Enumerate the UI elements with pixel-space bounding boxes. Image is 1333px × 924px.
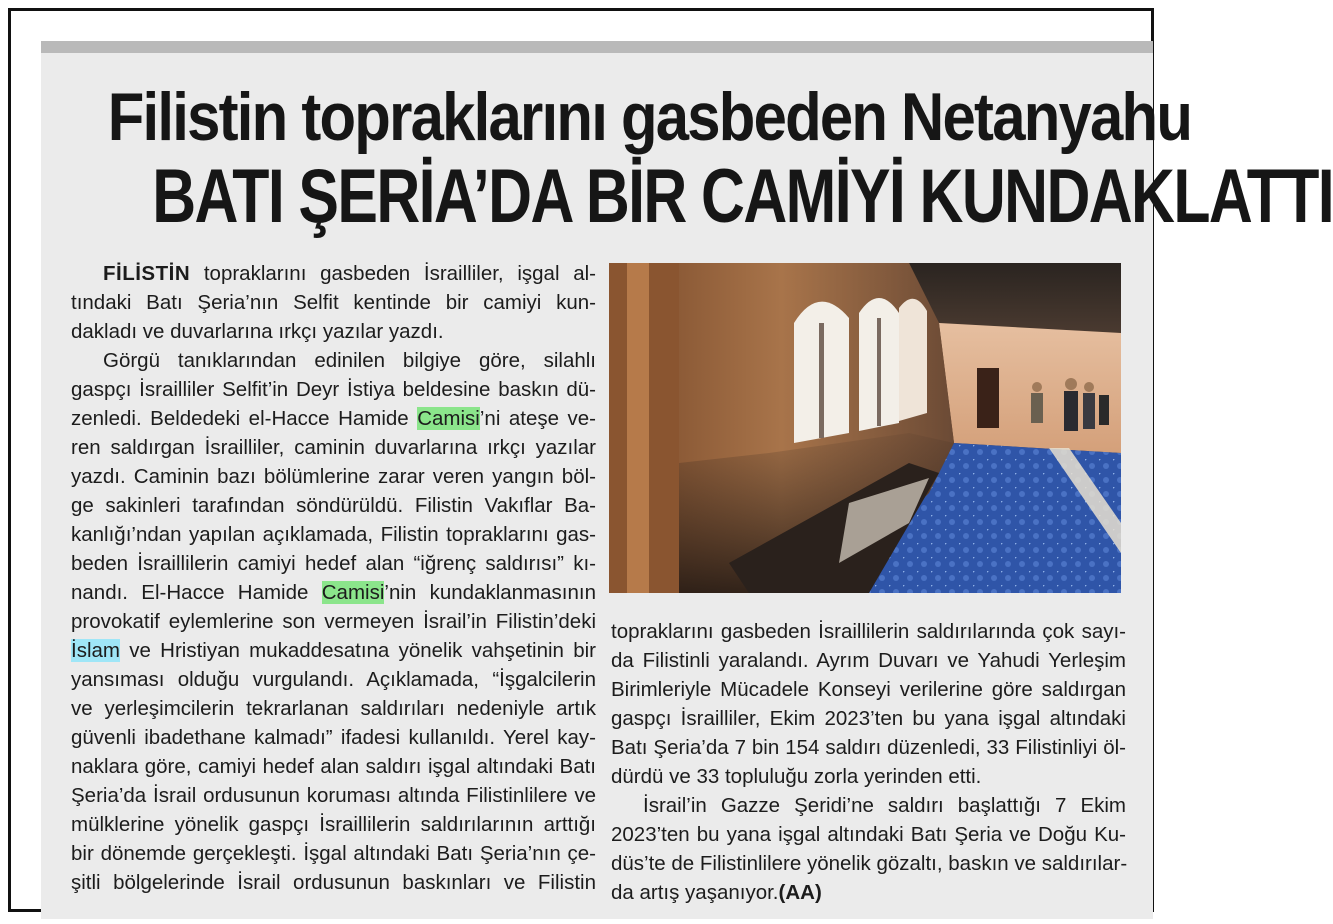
text-line: ren saldırgan İsrailliler, caminin duvarlarına ırkçı yazılar: [71, 436, 596, 459]
text-line: provokatif eylemlerine son vermeyen İsrail’in Filistin’deki: [71, 610, 596, 633]
source-tag: (AA): [778, 881, 822, 904]
text-line: nandı. El-Hacce Hamide Camisi’nin kundaklanmasının: [71, 581, 596, 604]
text-line: tındaki Batı Şeria’nın Selfit kentinde bir camiyi kun-: [71, 291, 596, 314]
text-line: dakladı ve duvarlarına ırkçı yazılar yazdı.: [71, 320, 444, 343]
text-line: düs’te de Filistinlilere yönelik gözaltı, baskın ve saldırılar-: [611, 852, 1128, 875]
text-line: dürdü ve 33 topluluğu zorla yerinden etti.: [611, 765, 982, 788]
article-left-column: [71, 259, 596, 897]
lead-word: FİLİSTİN: [103, 262, 191, 285]
text-line: ge sakinleri tarafından söndürüldü. Filistin Vakıflar Ba-: [71, 494, 596, 517]
text-line: 2023’ten bu yana işgal altındaki Batı Şeria ve Doğu Ku-: [611, 823, 1126, 846]
text-line: gaspçı İsrailliler, Ekim 2023’ten bu yana işgal altındaki: [611, 707, 1126, 730]
text-line: yazdı. Caminin bazı bölümlerine zarar veren yangın böl-: [71, 465, 596, 488]
highlight-camisi: Camisi: [417, 407, 480, 430]
page-frame: [8, 8, 1333, 912]
highlight-camisi: Camisi: [321, 581, 385, 604]
text-line: yansıması olduğu vurgulandı. Açıklamada, “İşgalcilerin: [71, 668, 596, 691]
text-line: bir dönemde gerçekleşti. İşgal altındaki Batı Şeria’nın çe-: [71, 842, 596, 865]
newspaper-clipping: [41, 41, 1333, 919]
text-line: Birimleriyle Mücadele Konseyi verilerine göre saldırgan: [611, 678, 1126, 701]
text-line: Görgü tanıklarından edinilen bilgiye göre, silahlı: [103, 349, 596, 372]
text-line: topraklarını gasbeden İsraillilerin saldırılarında çok sayı-: [611, 620, 1126, 643]
text-line: kanlığı’ndan yapılan açıklamada, Filistin topraklarını gas-: [71, 523, 596, 546]
highlight-islam: İslam: [71, 639, 120, 662]
text-line: şitli bölgelerinde İsrail ordusunun baskınları ve Filistin: [71, 871, 596, 894]
burned-mosque-photo: [609, 263, 1121, 593]
text-line: da artış yaşanıyor.(AA): [611, 881, 822, 904]
text-line: beden İsraillilerin camiyi hedef alan “iğrenç saldırısı” kı-: [71, 552, 596, 575]
top-rule: [41, 41, 1153, 53]
headline-line-1: Filistin topraklarını gasbeden Netanyahu: [107, 79, 1192, 155]
text-line: İsrail’in Gazze Şeridi’ne saldırı başlattığı 7 Ekim: [643, 794, 1126, 817]
text-line: Şeria’da İsrail ordusunun koruması altında Filistinlilere ve: [71, 784, 596, 807]
text-line: naklara göre, camiyi hedef alan saldırı işgal altındaki Batı: [71, 755, 596, 778]
text-line: Batı Şeria’da 7 bin 154 saldırı düzenledi, 33 Filistinliyi öl-: [611, 736, 1126, 759]
photo-illustration: [609, 263, 1121, 593]
text-line: gaspçı İsrailliler Selfit’in Deyr İstiya beldesine baskın dü-: [71, 378, 596, 401]
text-line: İslam ve Hristiyan mukaddesatına yönelik vahşetinin bir: [71, 639, 596, 662]
text-line: da Filistinli yaralandı. Ayrım Duvarı ve Yahudi Yerleşim: [611, 649, 1126, 672]
text-line: zenledi. Beldedeki el-Hacce Hamide Camisi’ni ateşe ve-: [71, 407, 597, 430]
article-right-column: [611, 617, 1126, 907]
text-line: mülklerine yönelik gaspçı İsraillilerin saldırılarının arttığı: [71, 813, 596, 836]
text-line: ve yerleşimcilerin tekrarlanan saldırıları nedeniyle artık: [71, 697, 596, 720]
text-line: FİLİSTİN topraklarını gasbeden İsrailliler, işgal al-: [103, 262, 596, 285]
text-line: güvenli ibadethane kalmadı” ifadesi kullanıldı. Yerel kay-: [71, 726, 596, 749]
headline-line-2: BATI ŞERİA’DA BİR CAMİYİ KUNDAKLATTI: [152, 154, 1333, 239]
